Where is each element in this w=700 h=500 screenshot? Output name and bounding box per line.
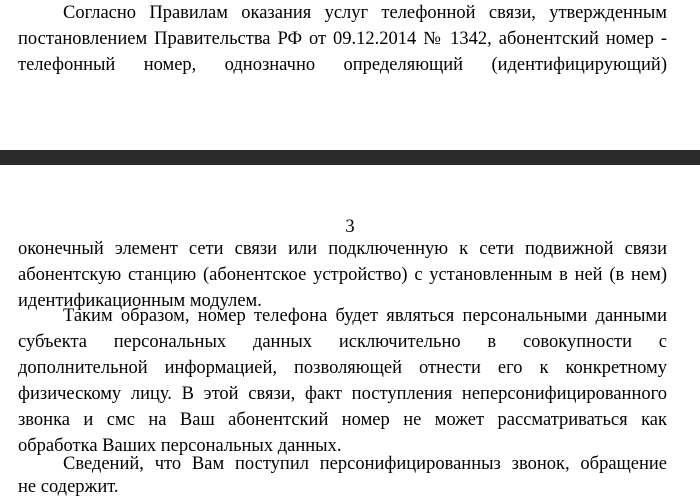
text-line: абонентскую станцию (абонентское устройство) с установленным в ней (в нем) [18,265,667,285]
page-number: 3 [345,217,355,237]
text-line: физическому лицу. В этой связи, факт поступления неперсонифицированного [18,384,667,404]
text-line: звонка и смс на Ваш абонентский номер не может рассматриваться как [18,410,667,430]
page-3 [0,165,700,500]
text-line: Согласно Правилам оказания услуг телефонной связи, утвержденным [63,3,667,23]
text-line: не содержит. [18,477,119,497]
text-line: дополнительной информацией, позволяющей отнести его к конкретному [18,358,667,378]
text-line: субъекта персональных данных исключительно в совокупности с [18,332,667,352]
text-line: постановлением Правительства РФ от 09.12.2014 № 1342, абонентский номер - [18,29,667,49]
text-line: телефонный номер, однозначно определяющий (идентифицирующий) [18,55,667,75]
page-2-fragment [0,0,700,150]
text-line: Сведений, что Вам поступил персонифицированныз звонок, обращение [63,454,667,474]
page-separator [0,150,700,165]
text-line: идентификационным модулем. [18,291,262,311]
text-line: оконечный элемент сети связи или подключенную к сети подвижной связи [18,239,667,259]
text-line: обработка Ваших персональных данных. [18,436,342,456]
text-line: Таким образом, номер телефона будет являться персональными данными [63,306,667,326]
